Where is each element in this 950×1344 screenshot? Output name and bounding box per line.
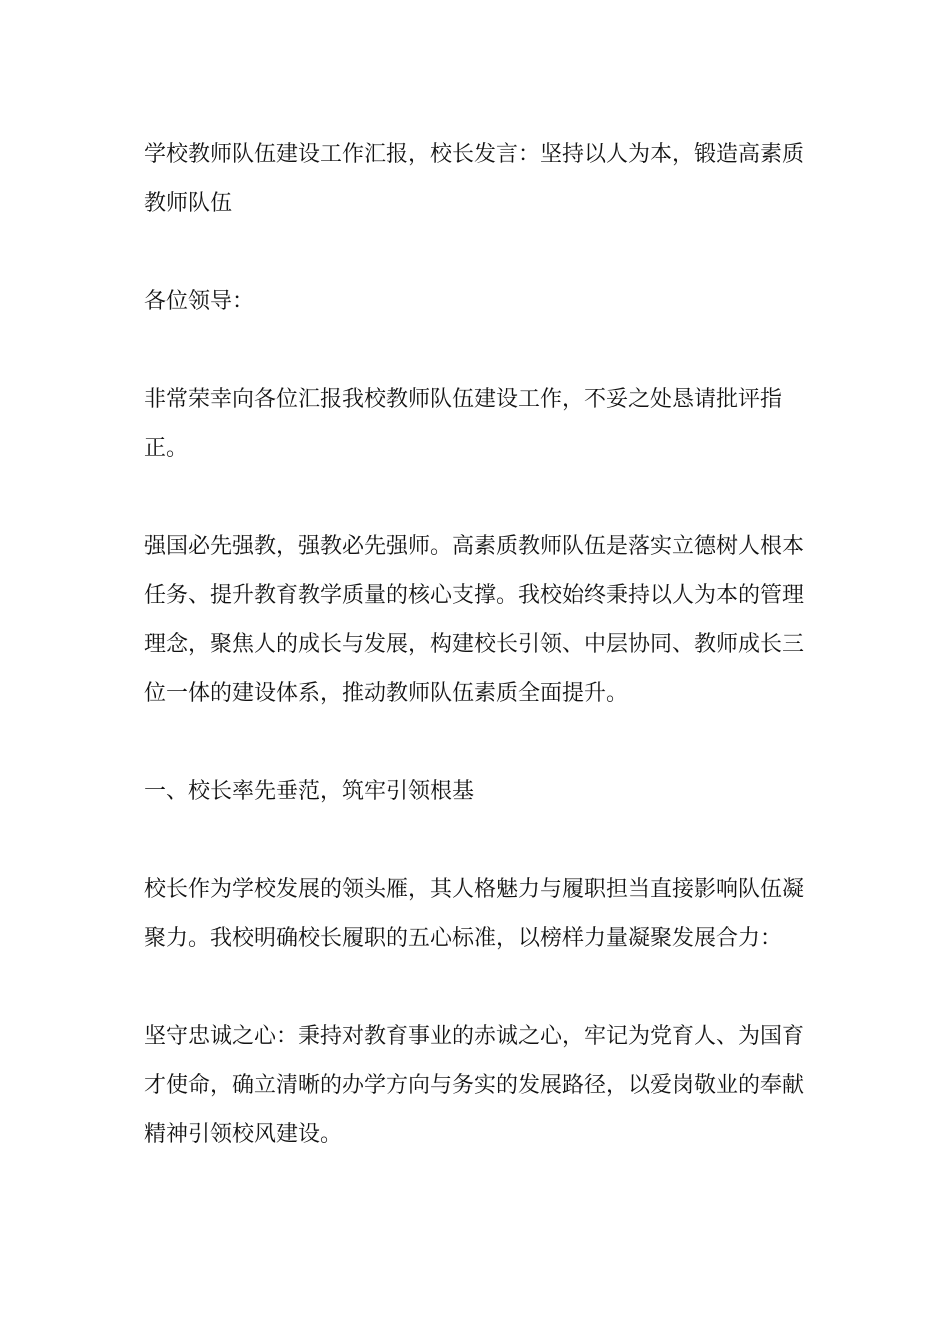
section-paragraph: 校长作为学校发展的领头雁，其人格魅力与履职担当直接影响队伍凝聚力。我校明确校长履职的五心标准，以榜样力量凝聚发展合力： [144, 877, 805, 951]
section-heading: 一、校长率先垂范，筑牢引领根基 [144, 779, 475, 804]
salutation: 各位领导： [144, 289, 255, 314]
intro-paragraph: 强国必先强教，强教必先强师。高素质教师队伍是落实立德树人根本任务、提升教育教学质量的核心支撑。我校始终秉持以人为本的管理理念，聚焦人的成长与发展，构建校长引领、中层协同、教师成长三位一体的建设体系，推动教师队伍素质全面提升。 [144, 534, 805, 706]
document-title: 学校教师队伍建设工作汇报，校长发言：坚持以人为本，锻造高素质教师队伍 [144, 142, 805, 216]
opening-paragraph: 非常荣幸向各位汇报我校教师队伍建设工作，不妥之处恳请批评指正。 [144, 387, 783, 461]
loyalty-paragraph: 坚守忠诚之心：秉持对教育事业的赤诚之心，牢记为党育人、为国育才使命，确立清晰的办学方向与务实的发展路径，以爱岗敬业的奉献精神引领校风建设。 [144, 1024, 805, 1147]
document-body [144, 130, 808, 1208]
